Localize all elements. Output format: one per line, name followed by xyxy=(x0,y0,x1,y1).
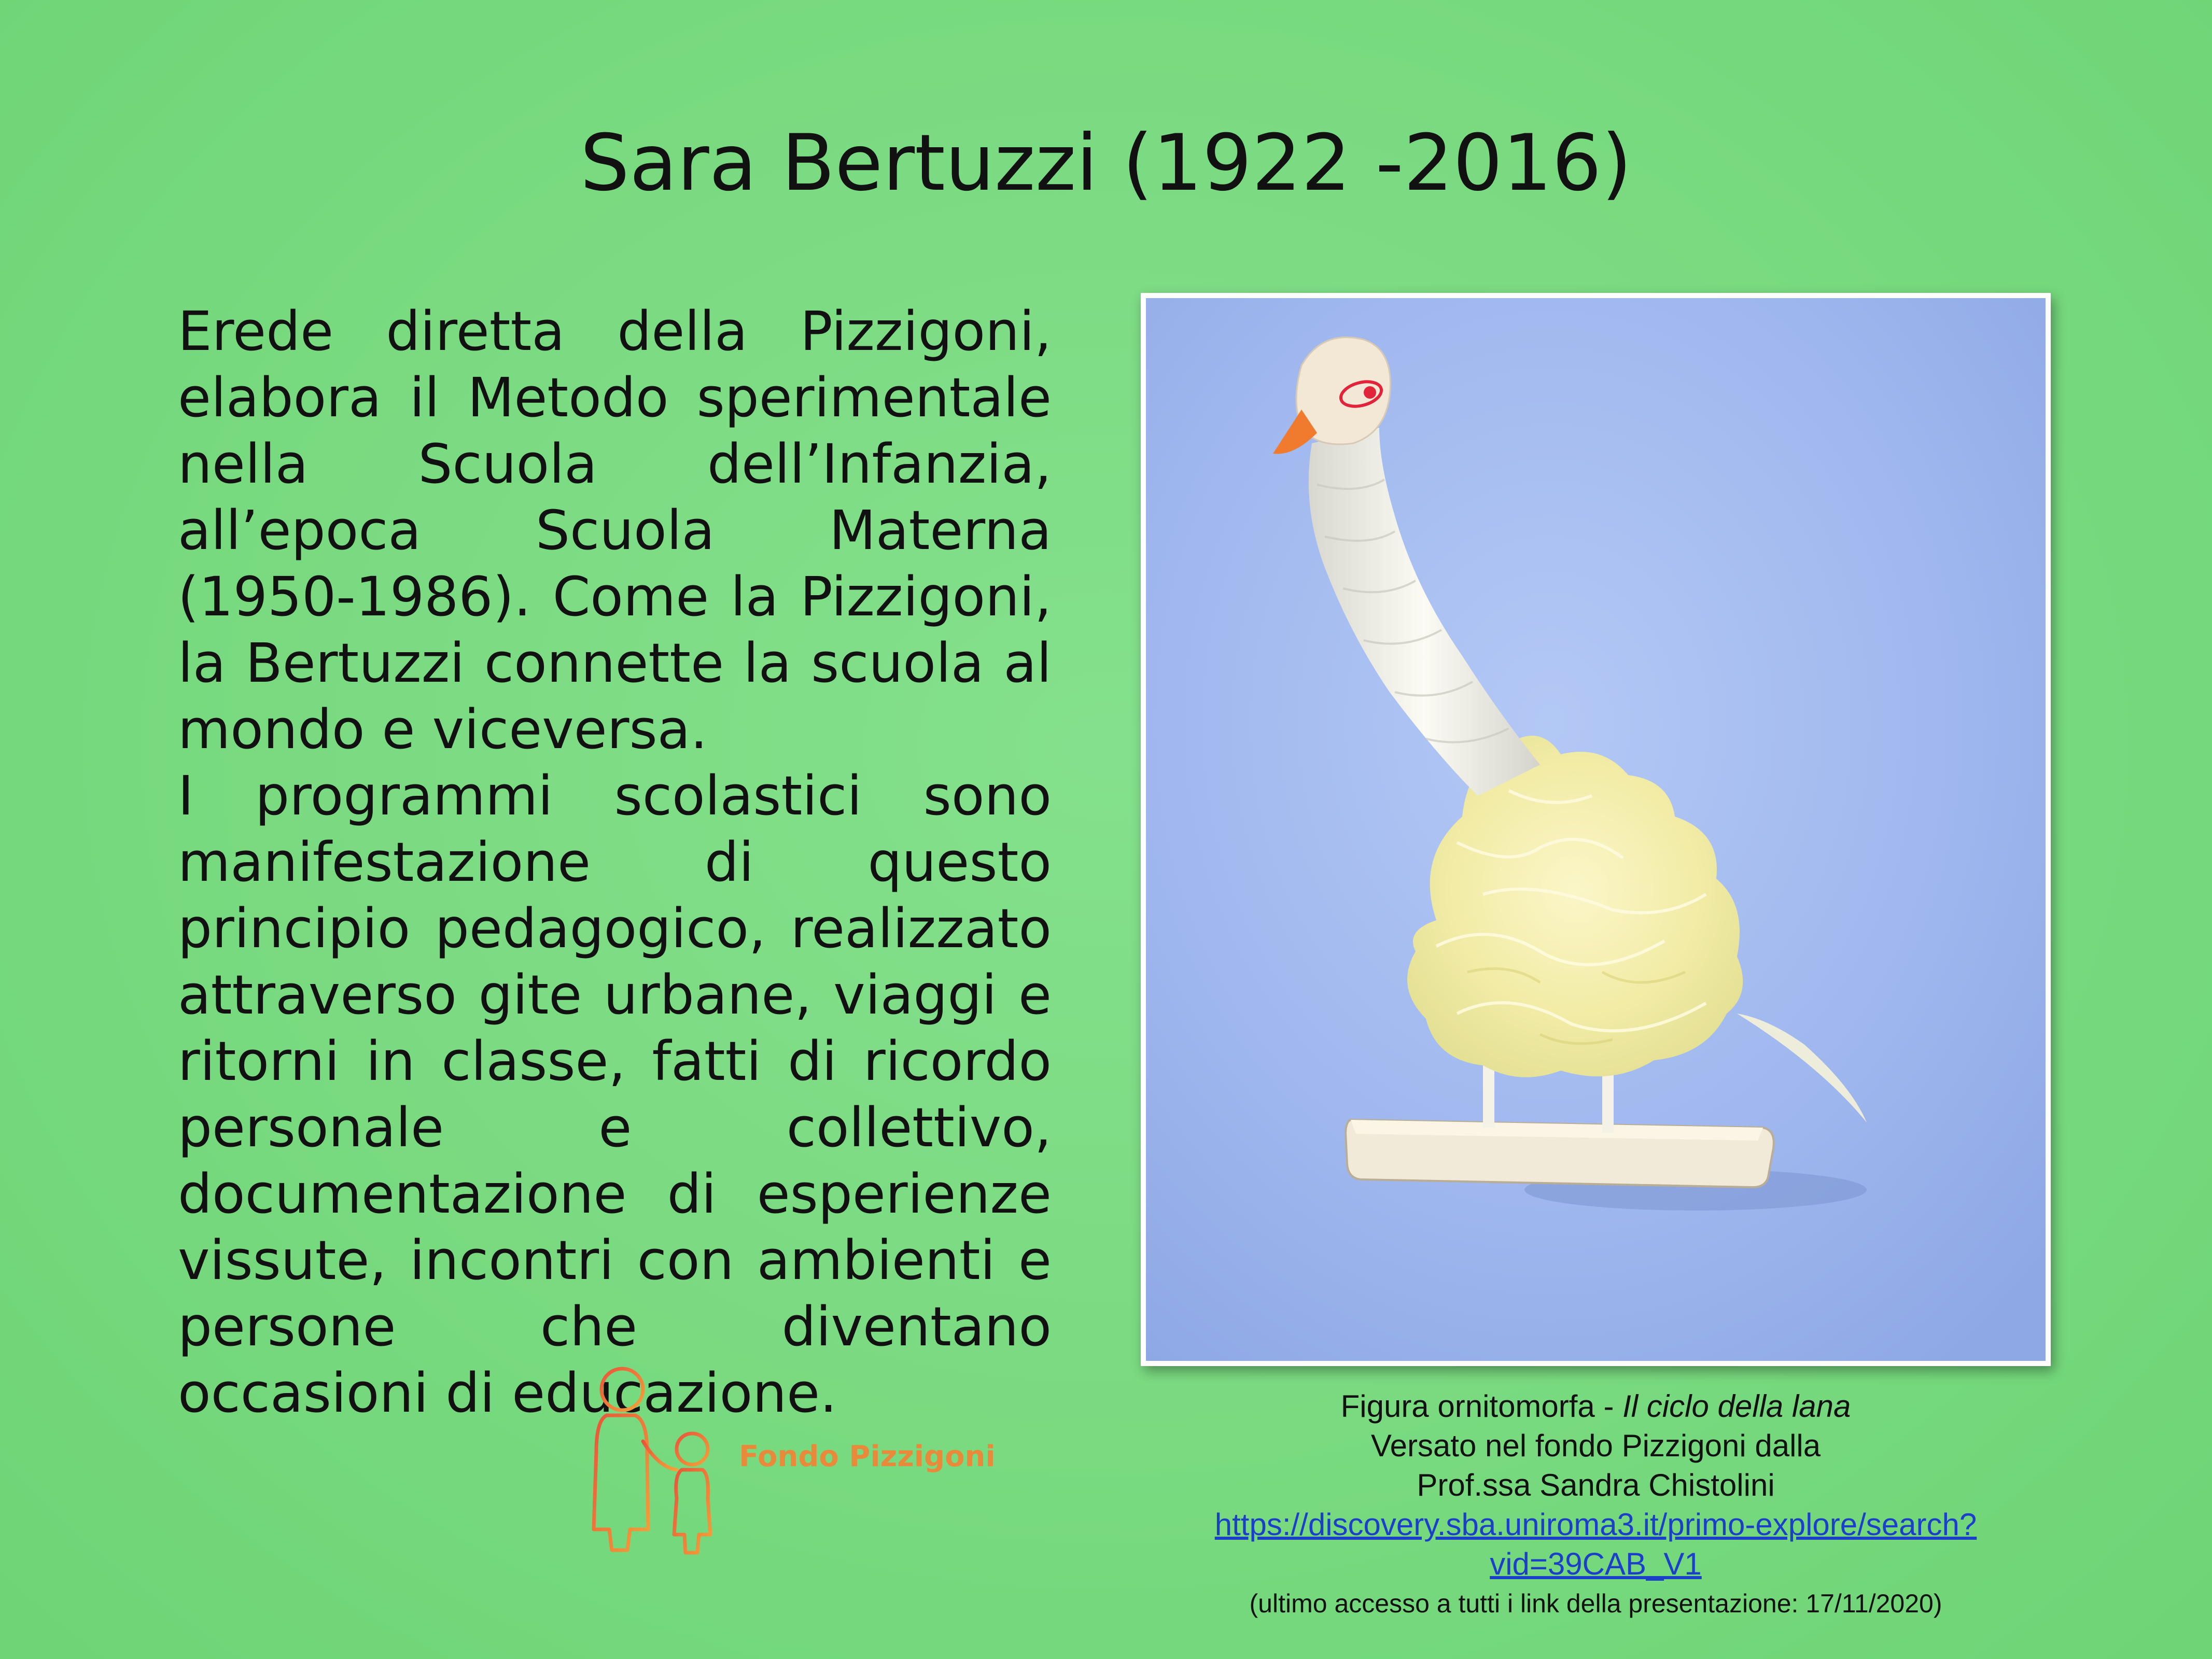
caption-title: Il ciclo della lana xyxy=(1622,1389,1851,1424)
body-paragraph-2: I programmi scolastici sono manifestazione di questo principio pedagogico, realizzato attraverso gite urbane, viaggi e ritorni in classe, fatti di ricordo personale e collettivo, documentazione di esperienze vissute, incontri con ambienti e persone che diventano occasioni di educazione. xyxy=(178,764,1052,1425)
caption-line-1 xyxy=(1141,1387,2051,1426)
caption-note: (ultimo accesso a tutti i link della presentazione: 17/11/2020) xyxy=(1249,1589,1942,1618)
child-head-icon xyxy=(677,1433,708,1465)
figure-caption xyxy=(1141,1387,2051,1623)
wool-bird-figure-image xyxy=(1146,298,2046,1361)
adult-head-icon xyxy=(601,1369,643,1410)
adult-body-icon xyxy=(594,1415,648,1550)
photo-frame xyxy=(1141,293,2051,1366)
body-text xyxy=(178,298,1052,1426)
caption-line-2: Versato nel fondo Pizzigoni dalla xyxy=(1370,1428,1821,1463)
bird-eye-pupil xyxy=(1364,386,1376,399)
left-leg xyxy=(1483,1065,1494,1128)
slide-title: Sara Bertuzzi (1922 -2016) xyxy=(580,118,1632,208)
body-paragraph-1: Erede diretta della Pizzigoni, elabora il Metodo sperimentale nella Scuola dell’Infanzia, all’epoca Scuola Materna (1950-1986). Come la Pizzigoni, la Bertuzzi connette la scuola al mondo e viceversa. xyxy=(178,300,1052,761)
caption-prefix: Figura ornitomorfa - xyxy=(1340,1389,1623,1424)
child-body-icon xyxy=(674,1470,710,1553)
logo-text: Fondo Pizzigoni xyxy=(739,1440,996,1473)
right-leg xyxy=(1602,1071,1614,1133)
caption-link[interactable]: https://discovery.sba.uniroma3.it/primo-explore/search?vid=39CAB_V1 xyxy=(1214,1507,1977,1581)
caption-line-3: Prof.ssa Sandra Chistolini xyxy=(1417,1468,1775,1502)
